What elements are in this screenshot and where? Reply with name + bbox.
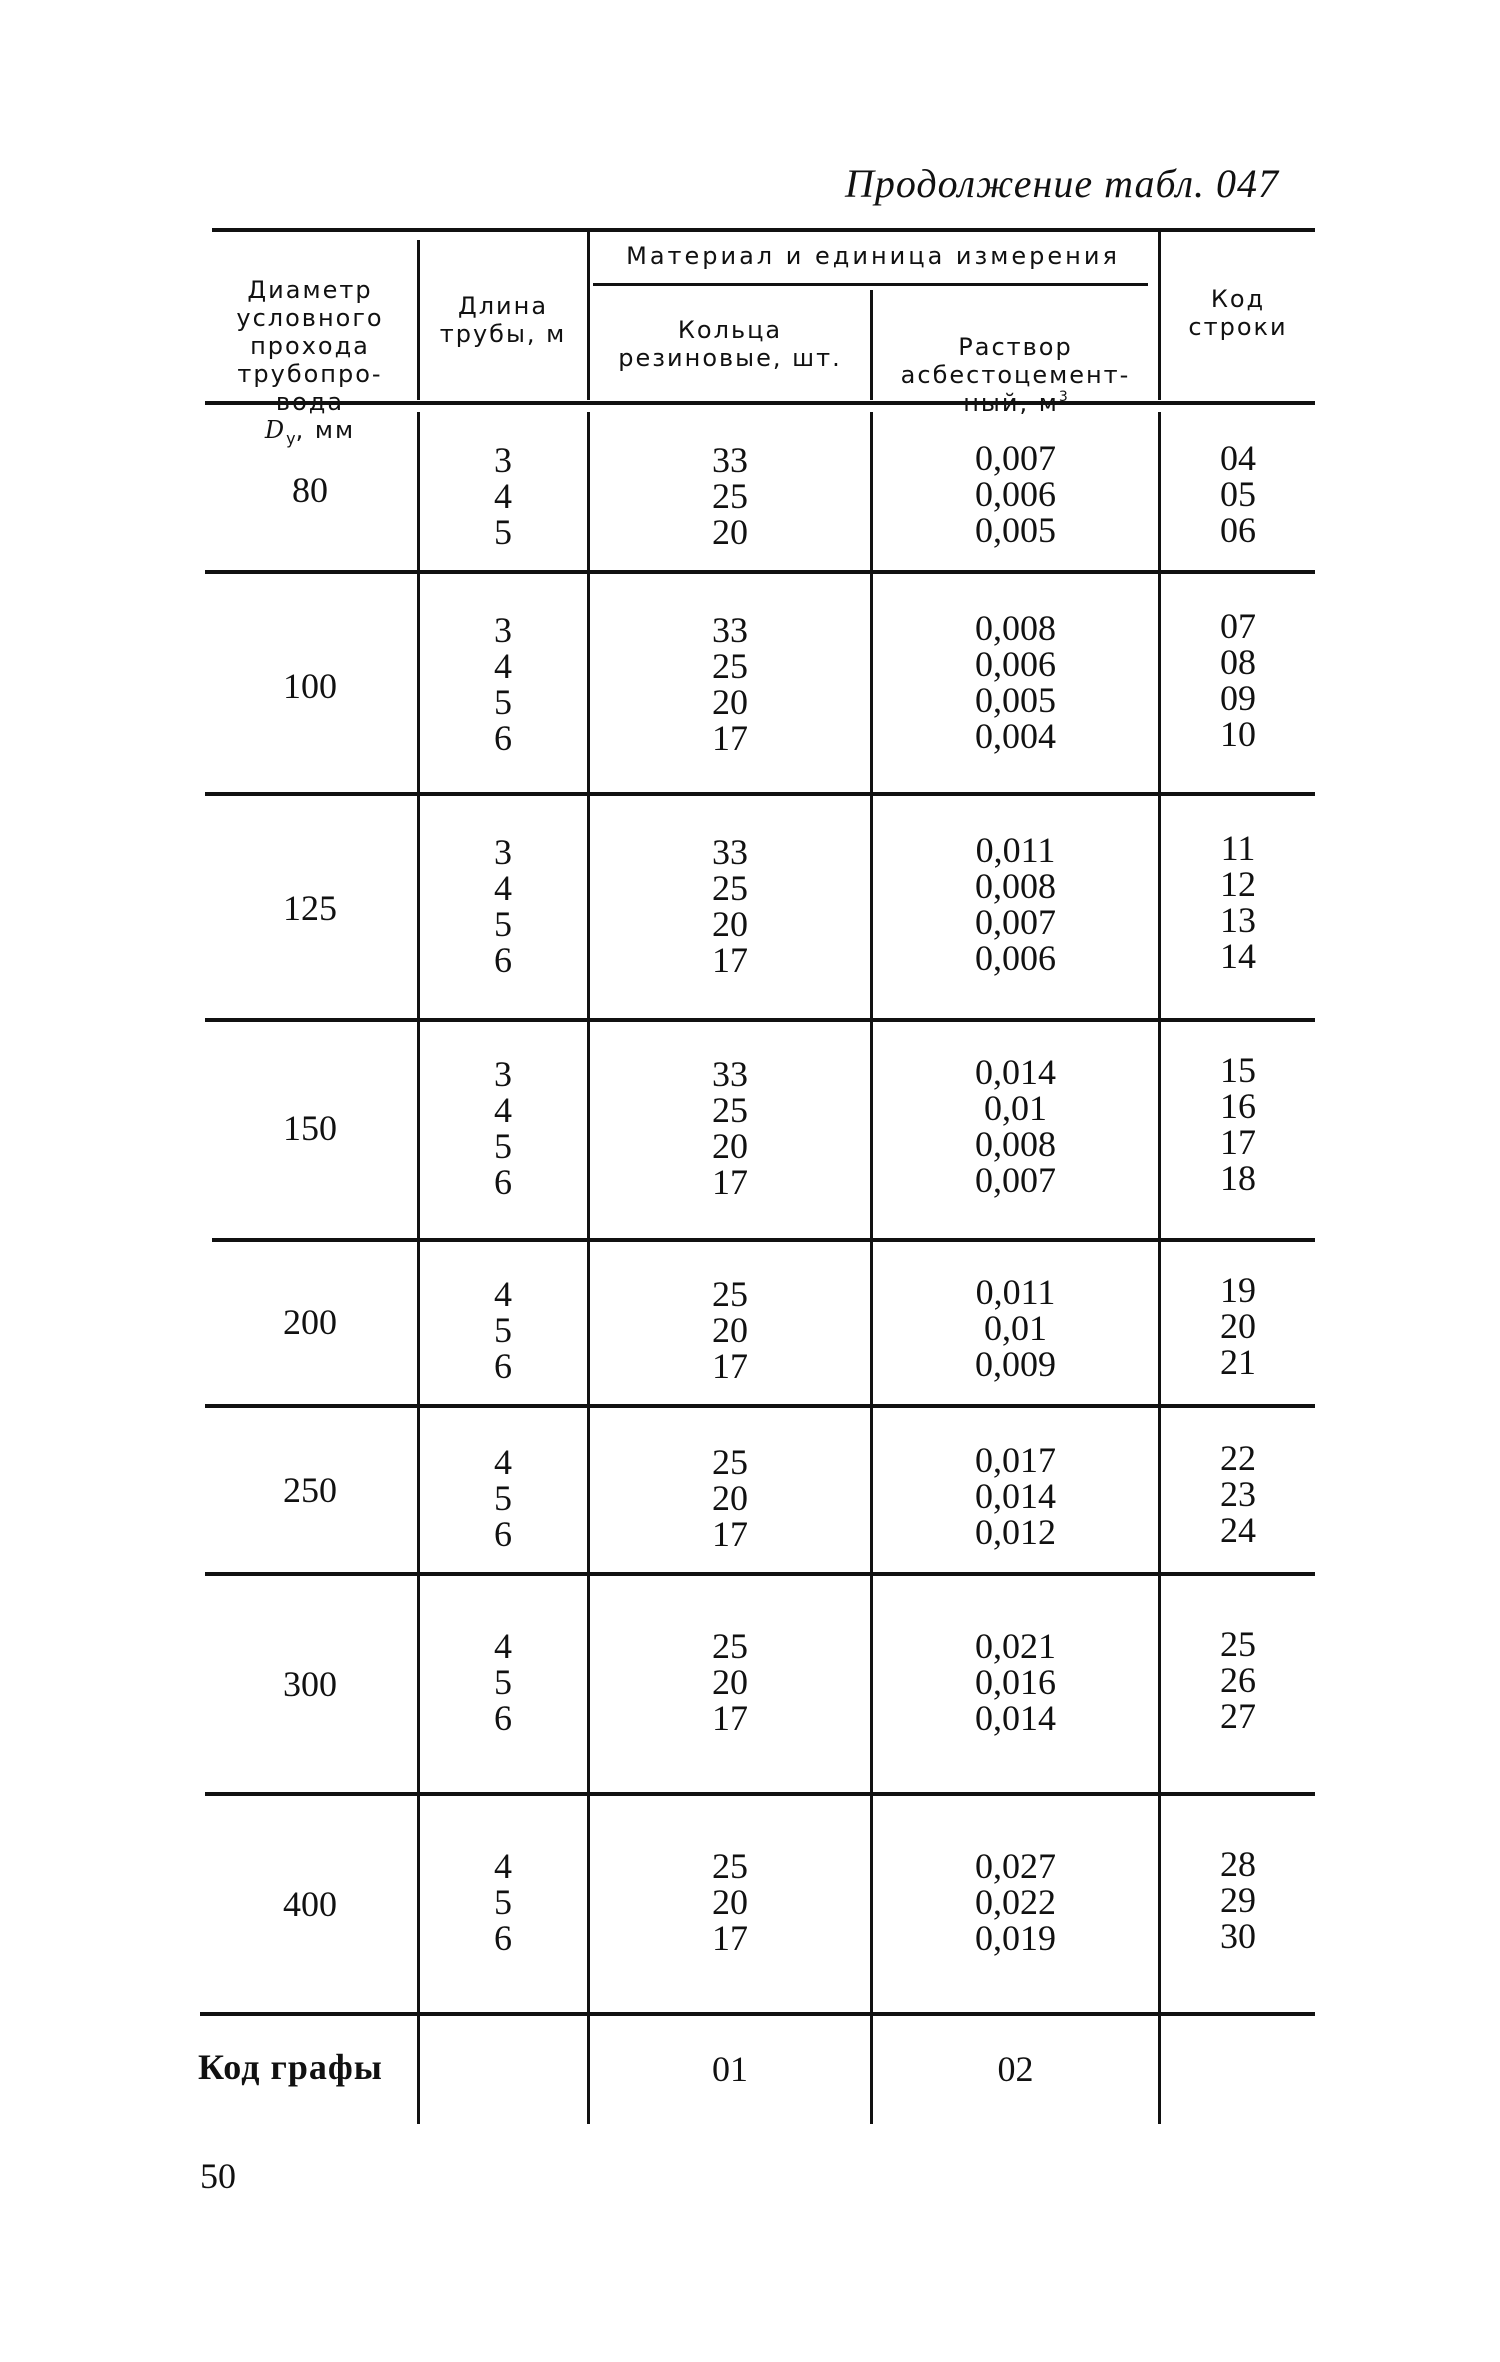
cell-value: 17 — [712, 1514, 748, 1554]
cell-value: 25 — [712, 646, 748, 686]
cell-value: 25 — [1220, 1624, 1256, 1664]
rings-cell — [590, 834, 870, 978]
mortar-cell — [873, 1848, 1158, 1956]
diameter-cell: 400 — [283, 1884, 337, 1924]
header-rings: Кольца резиновые, шт. — [618, 316, 842, 372]
cell-value: 0,004 — [975, 716, 1056, 756]
cell-value: 3 — [494, 832, 512, 872]
cell-value: 15 — [1220, 1050, 1256, 1090]
cell-value: 20 — [712, 682, 748, 722]
cell-value: 11 — [1220, 828, 1256, 868]
cell-value: 26 — [1220, 1660, 1256, 1700]
cell-value: 17 — [712, 1162, 748, 1202]
cell-value: 5 — [494, 512, 512, 552]
rings-cell — [590, 1848, 870, 1956]
cell-value: 0,006 — [975, 938, 1056, 978]
cell-value: 0,027 — [975, 1846, 1056, 1886]
cell-value: 4 — [494, 1442, 512, 1482]
group-separator — [205, 1404, 1315, 1408]
cell-value: 0,009 — [975, 1344, 1056, 1384]
header-mortar-superscript: 3 — [1058, 389, 1068, 405]
cell-value: 0,019 — [975, 1918, 1056, 1958]
cell-value: 20 — [712, 1126, 748, 1166]
cell-value: 25 — [712, 1846, 748, 1886]
length-cell — [420, 1276, 586, 1384]
cell-value: 20 — [712, 1662, 748, 1702]
cell-value: 3 — [494, 440, 512, 480]
mortar-cell — [873, 1274, 1158, 1382]
header-mortar — [873, 305, 1158, 421]
cell-value: 6 — [494, 1162, 512, 1202]
row-code-cell — [1161, 830, 1315, 974]
cell-value: 05 — [1220, 474, 1256, 514]
cell-value: 19 — [1220, 1270, 1256, 1310]
length-cell — [420, 442, 586, 550]
cell-value: 33 — [712, 1054, 748, 1094]
header-diameter — [205, 248, 415, 447]
cell-value: 5 — [494, 1126, 512, 1166]
cell-value: 0,014 — [975, 1698, 1056, 1738]
cell-value: 23 — [1220, 1474, 1256, 1514]
group-separator — [205, 792, 1315, 796]
group-separator — [205, 1792, 1315, 1796]
cell-value: 0,008 — [975, 608, 1056, 648]
header-length: Длина трубы, м — [439, 292, 567, 348]
material-rule — [593, 283, 1148, 286]
cell-value: 21 — [1220, 1342, 1256, 1382]
cell-value: 0,011 — [975, 830, 1056, 870]
row-code-cell — [1161, 1626, 1315, 1734]
row-code-cell — [1161, 608, 1315, 752]
cell-value: 25 — [712, 1090, 748, 1130]
cell-value: 33 — [712, 832, 748, 872]
length-cell — [420, 1056, 586, 1200]
cell-value: 25 — [712, 476, 748, 516]
group-separator — [205, 570, 1315, 574]
length-cell — [420, 612, 586, 756]
cell-value: 30 — [1220, 1916, 1256, 1956]
group-separator — [205, 1572, 1315, 1576]
mortar-cell — [873, 1628, 1158, 1736]
diameter-cell: 200 — [283, 1302, 337, 1342]
cell-value: 0,014 — [975, 1476, 1056, 1516]
diameter-cell: 100 — [283, 666, 337, 706]
cell-value: 6 — [494, 1346, 512, 1386]
length-cell — [420, 1628, 586, 1736]
cell-value: 20 — [1220, 1306, 1256, 1346]
cell-value: 0,016 — [975, 1662, 1056, 1702]
cell-value: 25 — [712, 1442, 748, 1482]
cell-value: 17 — [712, 1698, 748, 1738]
cell-value: 4 — [494, 1846, 512, 1886]
cell-value: 6 — [494, 1514, 512, 1554]
cell-value: 0,022 — [975, 1882, 1056, 1922]
cell-value: 13 — [1220, 900, 1256, 940]
cell-value: 17 — [712, 1918, 748, 1958]
cell-value: 0,006 — [975, 474, 1056, 514]
diameter-cell: 150 — [283, 1108, 337, 1148]
cell-value: 25 — [712, 1274, 748, 1314]
cell-value: 17 — [712, 940, 748, 980]
cell-value: 5 — [494, 1662, 512, 1702]
cell-value: 0,01 — [984, 1308, 1047, 1348]
cell-value: 25 — [712, 868, 748, 908]
mortar-cell — [873, 1054, 1158, 1198]
cell-value: 17 — [1220, 1122, 1256, 1162]
diameter-cell: 250 — [283, 1470, 337, 1510]
group-separator — [212, 1238, 1315, 1242]
cell-value: 28 — [1220, 1844, 1256, 1884]
rings-cell — [590, 1628, 870, 1736]
length-cell — [420, 834, 586, 978]
rings-column-code: 01 — [712, 2049, 748, 2089]
diameter-cell: 80 — [292, 470, 328, 510]
cell-value: 0,012 — [975, 1512, 1056, 1552]
row-code-cell — [1161, 1052, 1315, 1196]
footer-separator — [200, 2012, 1315, 2016]
cell-value: 20 — [712, 1882, 748, 1922]
cell-value: 0,005 — [975, 680, 1056, 720]
cell-value: 4 — [494, 476, 512, 516]
mortar-cell — [873, 610, 1158, 754]
cell-value: 0,005 — [975, 510, 1056, 550]
cell-value: 27 — [1220, 1696, 1256, 1736]
cell-value: 22 — [1220, 1438, 1256, 1478]
diameter-cell: 125 — [283, 888, 337, 928]
table-caption: Продолжение табл. 047 — [845, 161, 1280, 206]
rings-cell — [590, 1056, 870, 1200]
cell-value: 14 — [1220, 936, 1256, 976]
cell-value: 20 — [712, 904, 748, 944]
cell-value: 0,021 — [975, 1626, 1056, 1666]
cell-value: 33 — [712, 610, 748, 650]
mortar-cell — [873, 440, 1158, 548]
cell-value: 20 — [712, 1310, 748, 1350]
cell-value: 6 — [494, 718, 512, 758]
cell-value: 0,017 — [975, 1440, 1056, 1480]
header-mortar-text: Раствор асбестоцемент- ный, м — [900, 333, 1131, 417]
rings-cell — [590, 1444, 870, 1552]
row-code-cell — [1161, 1440, 1315, 1548]
cell-value: 5 — [494, 682, 512, 722]
cell-value: 04 — [1220, 438, 1256, 478]
cell-value: 0,008 — [975, 866, 1056, 906]
cell-value: 4 — [494, 646, 512, 686]
diameter-cell: 300 — [283, 1664, 337, 1704]
cell-value: 08 — [1220, 642, 1256, 682]
cell-value: 29 — [1220, 1880, 1256, 1920]
cell-value: 0,007 — [975, 902, 1056, 942]
cell-value: 10 — [1220, 714, 1256, 754]
cell-value: 0,008 — [975, 1124, 1056, 1164]
cell-value: 33 — [712, 440, 748, 480]
cell-value: 4 — [494, 1274, 512, 1314]
cell-value: 3 — [494, 1054, 512, 1094]
cell-value: 5 — [494, 1882, 512, 1922]
rings-cell — [590, 612, 870, 756]
rings-cell — [590, 1276, 870, 1384]
cell-value: 0,007 — [975, 438, 1056, 478]
column-code-label: Код графы — [198, 2047, 383, 2087]
cell-value: 0,014 — [975, 1052, 1056, 1092]
row-code-cell — [1161, 1272, 1315, 1380]
mortar-cell — [873, 832, 1158, 976]
group-separator — [205, 1018, 1315, 1022]
header-top-rule — [212, 228, 1315, 232]
header-diameter-symbol: D — [264, 416, 287, 444]
header-row-code: Код строки — [1188, 285, 1288, 341]
cell-value: 5 — [494, 1310, 512, 1350]
cell-value: 6 — [494, 1918, 512, 1958]
cell-value: 4 — [494, 1090, 512, 1130]
cell-value: 20 — [712, 1478, 748, 1518]
cell-value: 5 — [494, 1478, 512, 1518]
header-diameter-subscript: у — [286, 429, 296, 448]
cell-value: 3 — [494, 610, 512, 650]
header-diameter-unit: , мм — [295, 416, 356, 444]
cell-value: 17 — [712, 718, 748, 758]
length-cell — [420, 1444, 586, 1552]
mortar-column-code: 02 — [997, 2049, 1034, 2089]
cell-value: 0,011 — [975, 1272, 1056, 1312]
cell-value: 6 — [494, 1698, 512, 1738]
rings-cell — [590, 442, 870, 550]
cell-value: 17 — [712, 1346, 748, 1386]
header-material-group: Материал и единица измерения — [626, 242, 1120, 270]
length-cell — [420, 1848, 586, 1956]
cell-value: 0,01 — [984, 1088, 1047, 1128]
header-diameter-text: Диаметр условного прохода трубопро- вода — [236, 276, 384, 416]
cell-value: 25 — [712, 1626, 748, 1666]
cell-value: 4 — [494, 868, 512, 908]
cell-value: 20 — [712, 512, 748, 552]
cell-value: 0,007 — [975, 1160, 1056, 1200]
cell-value: 0,006 — [975, 644, 1056, 684]
mortar-cell — [873, 1442, 1158, 1550]
cell-value: 4 — [494, 1626, 512, 1666]
cell-value: 6 — [494, 940, 512, 980]
cell-value: 24 — [1220, 1510, 1256, 1550]
row-code-cell — [1161, 440, 1315, 548]
cell-value: 18 — [1220, 1158, 1256, 1198]
cell-value: 12 — [1220, 864, 1256, 904]
cell-value: 5 — [494, 904, 512, 944]
page-number: 50 — [200, 2156, 236, 2196]
cell-value: 16 — [1220, 1086, 1256, 1126]
cell-value: 07 — [1220, 606, 1256, 646]
cell-value: 09 — [1220, 678, 1256, 718]
row-code-cell — [1161, 1846, 1315, 1954]
cell-value: 06 — [1220, 510, 1256, 550]
